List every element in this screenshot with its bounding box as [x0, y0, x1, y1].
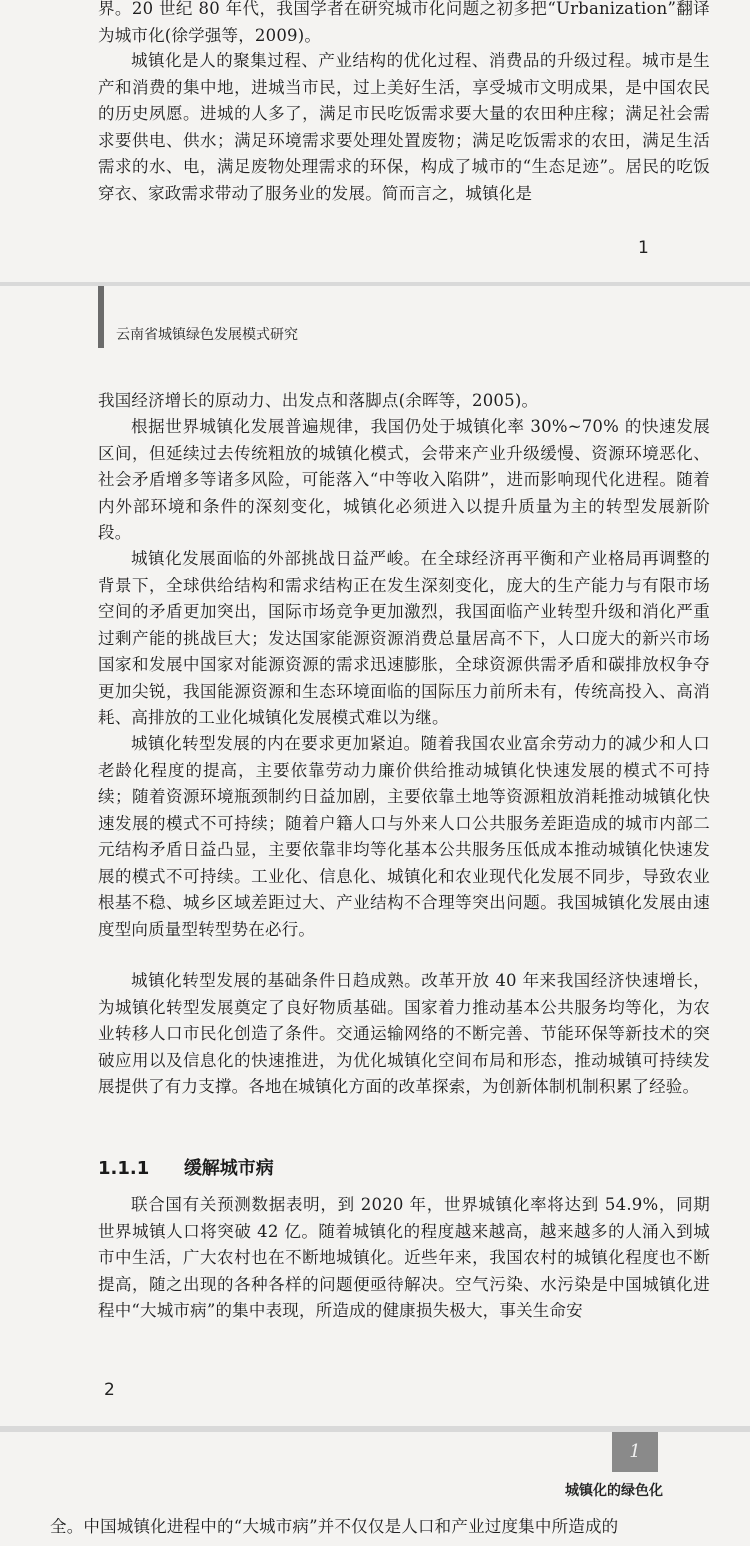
paragraph: 城镇化发展面临的外部挑战日益严峻。在全球经济再平衡和产业格局再调整的背景下，全球供给结构和需求结构正在发生深刻变化，庞大的生产能力与有限市场空间的矛盾更加突出，国际市场竞争更加激烈，我国面临产业转型升级和消化严重过剩产能的挑战巨大；发达国家能源资源消费总量居高不下，人口庞大的新兴市场国家和发展中国家对能源资源的需求迅速膨胀，全球资源供需矛盾和碳排放权争夺更加尖锐，我国能源资源和生态环境面临的国际压力前所未有，传统高投入、高消耗、高排放的工业化城镇化发展模式难以为继。 — [98, 549, 710, 727]
page-3 — [0, 1432, 750, 1546]
page-number: 2 — [104, 1380, 115, 1400]
paragraph: 我国经济增长的原动力、出发点和落脚点(余晖等，2005)。 — [98, 391, 539, 410]
running-head: 城镇化的绿色化 — [565, 1483, 663, 1499]
page1-paragraph: 城镇化是人的聚集过程、产业结构的优化过程、消费品的升级过程。城市是生产和消费的集中地，进城当市民，过上美好生活，享受城市文明成果，是中国农民的历史夙愿。进城的人多了，满足市民吃饭需求要大量的农田种庄稼；满足社会需求要供电、供水；满足环境需求要处理处置废物；满足吃饭需求的农田，满足生活需求的水、电，满足废物处理需求的环保，构成了城市的“生态足迹”。居民的吃饭穿衣、家政需求带动了服务业的发展。简而言之，城镇化是 — [98, 51, 710, 203]
page1-continued-text: 界。20 世纪 80 年代，我国学者在研究城市化问题之初多把“Urbanization”翻译为城市化(徐学强等，2009)。 — [98, 0, 710, 45]
running-head: 云南省城镇绿色发展模式研究 — [116, 327, 298, 343]
paragraph: 城镇化转型发展的内在要求更加紧迫。随着我国农业富余劳动力的减少和人口老龄化程度的提高，主要依靠劳动力廉价供给推动城镇化快速发展的模式不可持续；随着资源环境瓶颈制约日益加剧，主要依靠土地等资源粗放消耗推动城镇化快速发展的模式不可持续；随着户籍人口与外来人口公共服务差距造成的城市内部二元结构矛盾日益凸显，主要依靠非均等化基本公共服务压低成本推动城镇化快速发展的模式不可持续。工业化、信息化、城镇化和农业现代化发展不同步，导致农业根基不稳、城乡区域差距过大、产业结构不合理等突出问题。我国城镇化发展由速度型向质量型转型势在必行。 — [98, 734, 710, 939]
paragraph: 联合国有关预测数据表明，到 2020 年，世界城镇化率将达到 54.9%，同期世界城镇人口将突破 42 亿。随着城镇化的程度越来越高，越来越多的人涌入到城市中生活，广大农村也在不断地城镇化。近些年来，我国农村的城镇化程度也不断提高，随之出现的各种各样的问题便亟待解决。空气污染、水污染是中国城镇化进程中“大城市病”的集中表现，所造成的健康损失极大，事关生命安 — [98, 1195, 710, 1320]
paragraph: 根据世界城镇化发展普遍规律，我国仍处于城镇化率 30%~70% 的快速发展区间，但延续过去传统粗放的城镇化模式，会带来产业升级缓慢、资源环境恶化、社会矛盾增多等诸多风险，可能落入“中等收入陷阱”，进而影响现代化进程。随着内外部环境和条件的深刻变化，城镇化必须进入以提升质量为主的转型发展新阶段。 — [98, 417, 710, 542]
section-number: 1.1.1 — [98, 1158, 150, 1179]
paragraph: 城镇化转型发展的基础条件日趋成熟。改革开放 40 年来我国经济快速增长，为城镇化转型发展奠定了良好物质基础。国家着力推动基本公共服务均等化，为农业转移人口市民化创造了条件。交通运输网络的不断完善、节能环保等新技术的突破应用以及信息化的快速推进，为优化城镇化空间布局和形态，推动城镇可持续发展提供了有力支撑。各地在城镇化方面的改革探索，为创新体制机制积累了经验。 — [98, 971, 710, 1096]
page-number: 1 — [638, 238, 649, 258]
page-1 — [0, 0, 750, 282]
chapter-tab: 1 — [612, 1432, 658, 1472]
running-head-bar — [98, 286, 104, 348]
section-heading — [98, 1154, 274, 1180]
page-2 — [0, 286, 750, 1426]
page3-text: 全。中国城镇化进程中的“大城市病”并不仅仅是人口和产业过度集中所造成的 — [50, 1517, 619, 1536]
section-title: 缓解城市病 — [183, 1158, 274, 1179]
